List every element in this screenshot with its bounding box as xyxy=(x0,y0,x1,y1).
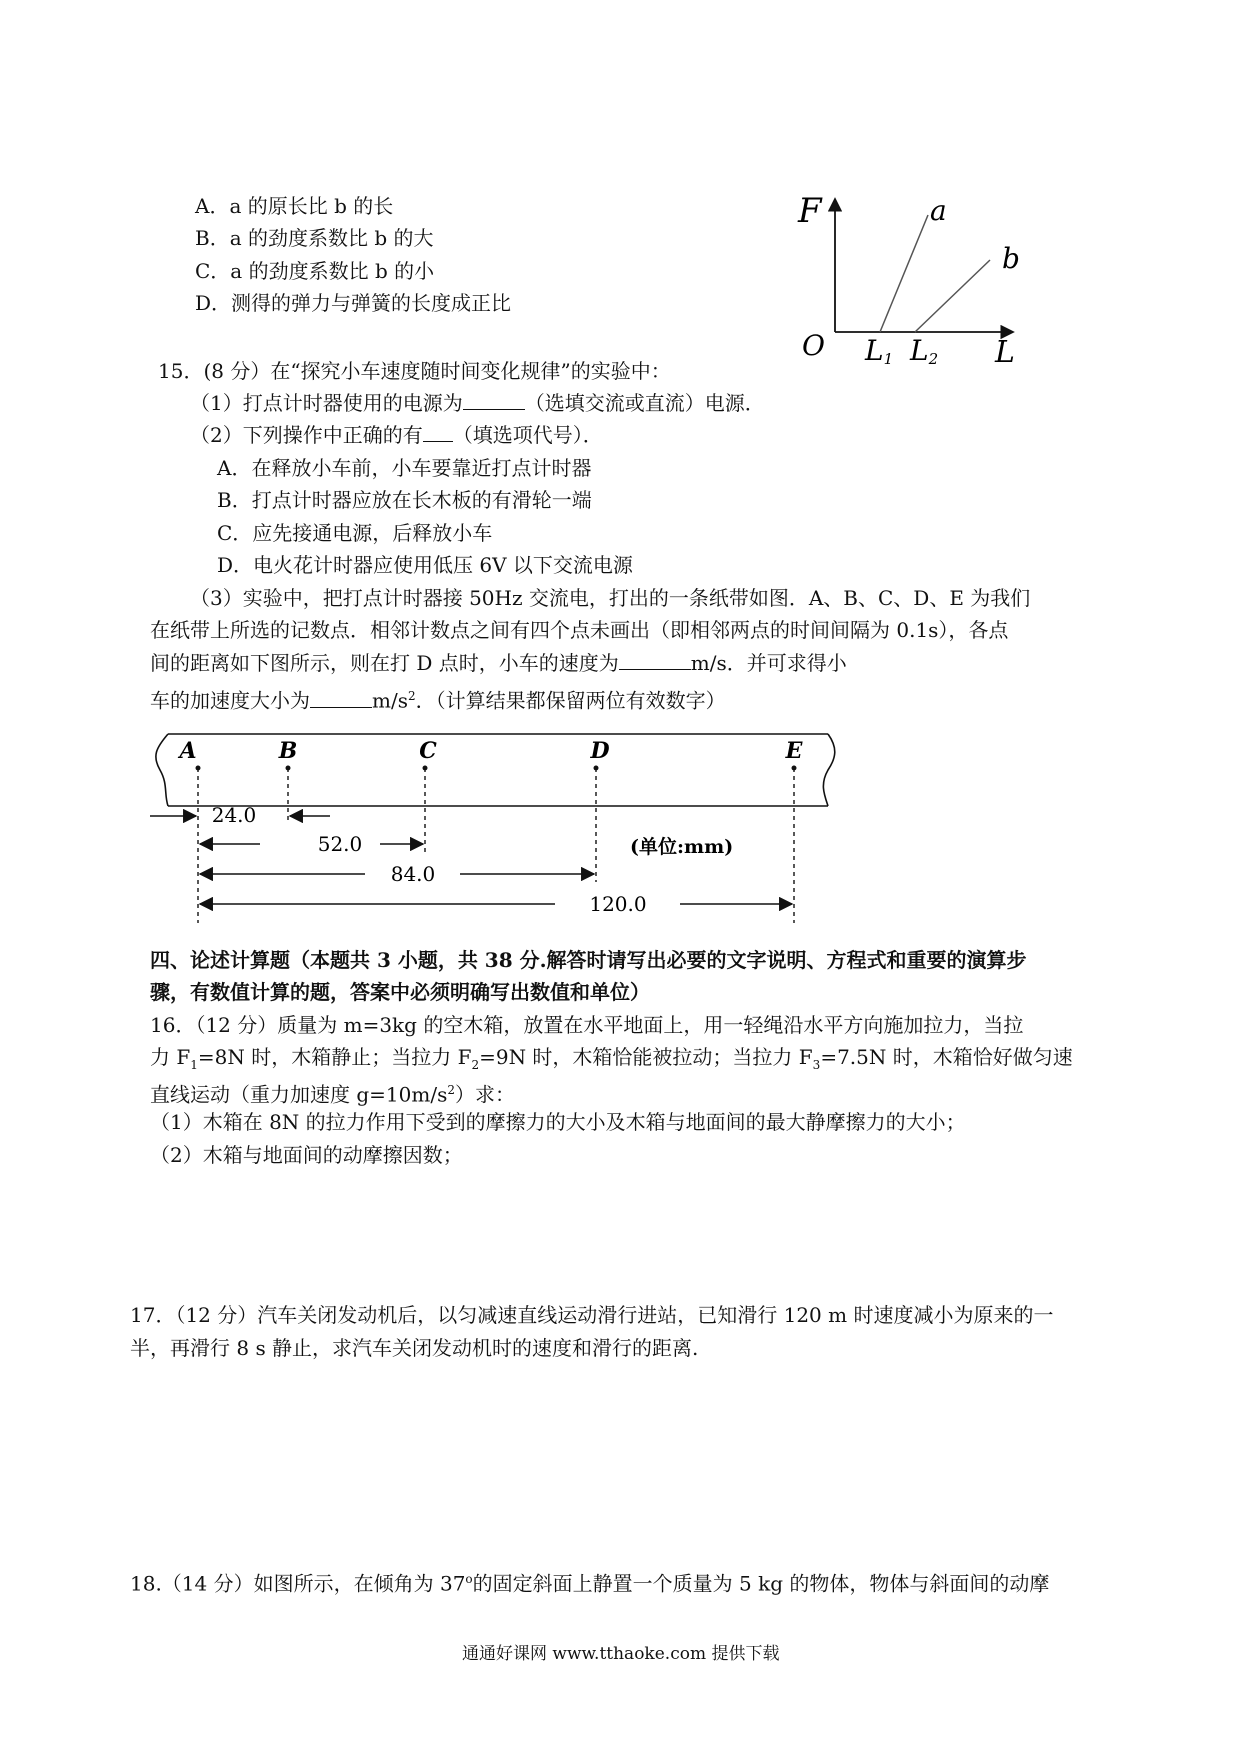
dim-ae-value: 120.0 xyxy=(589,892,647,916)
q15-part2-blank xyxy=(423,423,453,442)
tape-point-a-label: A xyxy=(179,738,197,764)
q15-option-a: A．在释放小车前，小车要靠近打点计时器 xyxy=(217,456,592,480)
paper-tape-figure xyxy=(140,728,840,933)
graph-line-b xyxy=(915,260,990,332)
q15-option-d: D．电火花计时器应使用低压 6V 以下交流电源 xyxy=(217,553,633,577)
q14-option-d: D．测得的弹力与弹簧的长度成正比 xyxy=(195,291,512,315)
q15-part2: （2）下列操作中正确的有 （填选项代号）． xyxy=(190,423,603,447)
graph-line-a xyxy=(880,215,928,332)
q15-header: 15．(8 分）在“探究小车速度随时间变化规律”的实验中： xyxy=(158,359,671,383)
q14-option-a: A．a 的原长比 b 的长 xyxy=(195,194,394,218)
tape-point-d-label: D xyxy=(590,738,610,764)
q16-line2: 力 $F_1=8N$ 时，木箱静止；当拉力 $F_2=9N$ 时，木箱恰能被拉动；当拉力 $F_3=7.5N$ 时，木箱恰好做匀速 xyxy=(150,1045,1073,1072)
graph-x-label: L xyxy=(995,335,1015,370)
q16-sub2: （2）木箱与地面间的动摩擦因数； xyxy=(150,1143,463,1167)
q15-part3-line1: （3）实验中，把打点计时器接 50Hz 交流电，打出的一条纸带如图．A、B、C、D、E 为我们 xyxy=(190,586,1031,610)
q15-velocity-blank xyxy=(619,651,691,670)
page-footer: 通通好课网 www.tthaoke.com 提供下载 xyxy=(462,1644,780,1664)
tape-point-b-label: B xyxy=(278,738,298,764)
q17-line2: 半，再滑行 8 s 静止，求汽车关闭发动机时的速度和滑行的距离. xyxy=(130,1336,699,1360)
tape-point-c-label: C xyxy=(419,738,437,764)
q15-acceleration-blank xyxy=(310,689,372,708)
graph-origin-label: O xyxy=(802,329,825,362)
force-length-graph xyxy=(790,190,1040,380)
q15-option-c: C．应先接通电源，后释放小车 xyxy=(217,521,493,545)
q15-part3-line2: 在纸带上所选的记数点．相邻计数点之间有四个点未画出（即相邻两点的时间间隔为 0.1s），各点 xyxy=(150,618,1009,642)
section4-title-line1: 四、论述计算题（本题共 3 小题，共 38 分.解答时请写出必要的文字说明、方程式和重要的演算步 xyxy=(150,948,1027,972)
q14-option-b: B．a 的劲度系数比 b 的大 xyxy=(195,226,434,250)
q16-sub1: （1）木箱在 8N 的拉力作用下受到的摩擦力的大小及木箱与地面间的最大静摩擦力的大小； xyxy=(150,1110,966,1134)
q16-line1: 16．（12 分）质量为 m=3kg 的空木箱，放置在水平地面上，用一轻绳沿水平方向施加拉力，当拉 xyxy=(150,1013,1024,1037)
q18-line1: 18.（14 分）如图所示，在倾角为 37$^o$的固定斜面上静置一个质量为 5 kg 的物体，物体与斜面间的动摩 xyxy=(130,1571,1050,1596)
tape-right-wavy-end xyxy=(823,734,834,806)
tape-point-e-label: E xyxy=(785,738,803,764)
graph-line-a-label: a xyxy=(930,194,947,227)
dim-ac-value: 52.0 xyxy=(317,832,363,856)
dim-ad-value: 84.0 xyxy=(390,862,436,886)
tape-unit-label: (单位:mm) xyxy=(630,836,734,858)
graph-l2-label: L2 xyxy=(910,334,939,368)
graph-line-b-label: b xyxy=(1002,242,1020,275)
q15-part3-line4: 车的加速度大小为 $m/s^2$．（计算结果都保留两位有效数字） xyxy=(150,688,726,713)
q15-part1-blank xyxy=(463,391,525,410)
graph-y-label: F xyxy=(798,191,822,231)
q15-part1: （1）打点计时器使用的电源为 （选填交流或直流）电源． xyxy=(190,391,765,415)
q14-option-c: C．a 的劲度系数比 b 的小 xyxy=(195,259,435,283)
q15-option-b: B．打点计时器应放在长木板的有滑轮一端 xyxy=(217,488,592,512)
q15-part3-line3: 间的距离如下图所示，则在打 D 点时，小车的速度为 m/s．并可求得小 xyxy=(150,651,847,675)
q16-line3: 直线运动（重力加速度 $g=10m/s^2$）求： xyxy=(150,1082,515,1107)
tape-left-wavy-end xyxy=(156,734,168,806)
section4-title-line2: 骤，有数值计算的题，答案中必须明确写出数值和单位） xyxy=(150,980,650,1004)
dim-ab-value: 24.0 xyxy=(211,803,257,827)
q17-line1: 17．（12 分）汽车关闭发动机后，以匀减速直线运动滑行进站，已知滑行 120 m 时速度减小为原来的一 xyxy=(130,1303,1054,1327)
graph-l1-label: L1 xyxy=(865,334,894,368)
